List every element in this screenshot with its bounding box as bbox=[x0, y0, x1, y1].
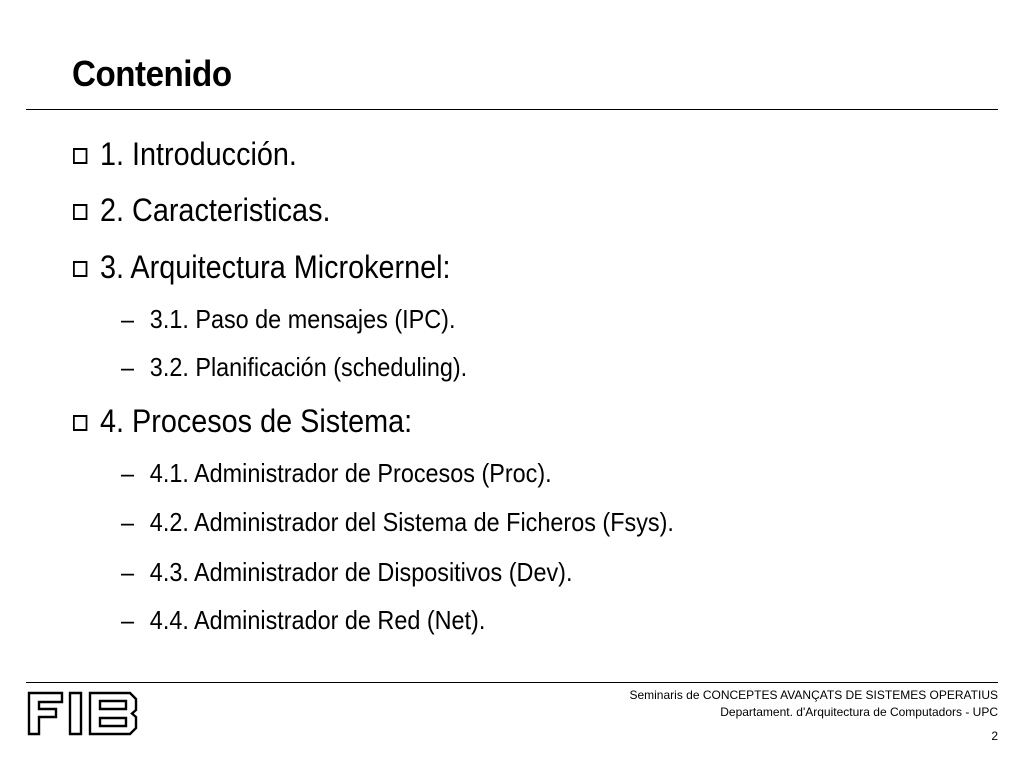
title-divider bbox=[26, 109, 998, 110]
bullet-item bbox=[73, 247, 451, 287]
bullet-text: 4.4. Administrador de Red (Net). bbox=[149, 605, 486, 635]
bullet-item bbox=[73, 401, 412, 441]
square-bullet-icon bbox=[73, 148, 87, 164]
dash-bullet: – bbox=[121, 557, 135, 587]
fib-logo-icon bbox=[26, 689, 140, 737]
slide-title: Contenido bbox=[72, 53, 232, 94]
bullet-text: 3. Arquitectura Microkernel: bbox=[100, 249, 451, 285]
bullet-text: 3.1. Paso de mensajes (IPC). bbox=[149, 304, 456, 334]
page-number: 2 bbox=[991, 729, 998, 743]
sub-bullet-item bbox=[121, 505, 674, 539]
sub-bullet-item bbox=[121, 456, 552, 490]
bullet-text: 4. Procesos de Sistema: bbox=[100, 403, 413, 439]
bullet-text: 4.3. Administrador de Dispositivos (Dev). bbox=[149, 557, 573, 587]
sub-bullet-item bbox=[121, 350, 467, 384]
bullet-item bbox=[73, 190, 330, 230]
bullet-text: 4.2. Administrador del Sistema de Ficheros (Fsys). bbox=[149, 507, 674, 537]
footer-divider bbox=[26, 682, 998, 683]
dash-bullet: – bbox=[121, 605, 135, 635]
sub-bullet-item bbox=[121, 302, 455, 336]
bullet-text: 4.1. Administrador de Procesos (Proc). bbox=[149, 458, 552, 488]
bullet-item bbox=[73, 134, 297, 174]
dash-bullet: – bbox=[121, 458, 135, 488]
square-bullet-icon bbox=[73, 415, 87, 431]
bullet-text: 1. Introducción. bbox=[100, 136, 297, 172]
dash-bullet: – bbox=[121, 507, 135, 537]
dash-bullet: – bbox=[121, 352, 135, 382]
dash-bullet: – bbox=[121, 304, 135, 334]
square-bullet-icon bbox=[73, 204, 87, 220]
footer-department: Departament. d'Arquitectura de Computadors - UPC bbox=[720, 705, 998, 719]
square-bullet-icon bbox=[73, 261, 87, 277]
bullet-text: 2. Caracteristicas. bbox=[100, 192, 331, 228]
sub-bullet-item bbox=[121, 555, 572, 589]
footer-seminar-title: Seminaris de CONCEPTES AVANÇATS DE SISTEMES OPERATIUS bbox=[629, 688, 998, 702]
bullet-text: 3.2. Planificación (scheduling). bbox=[149, 352, 468, 382]
sub-bullet-item bbox=[121, 603, 485, 637]
